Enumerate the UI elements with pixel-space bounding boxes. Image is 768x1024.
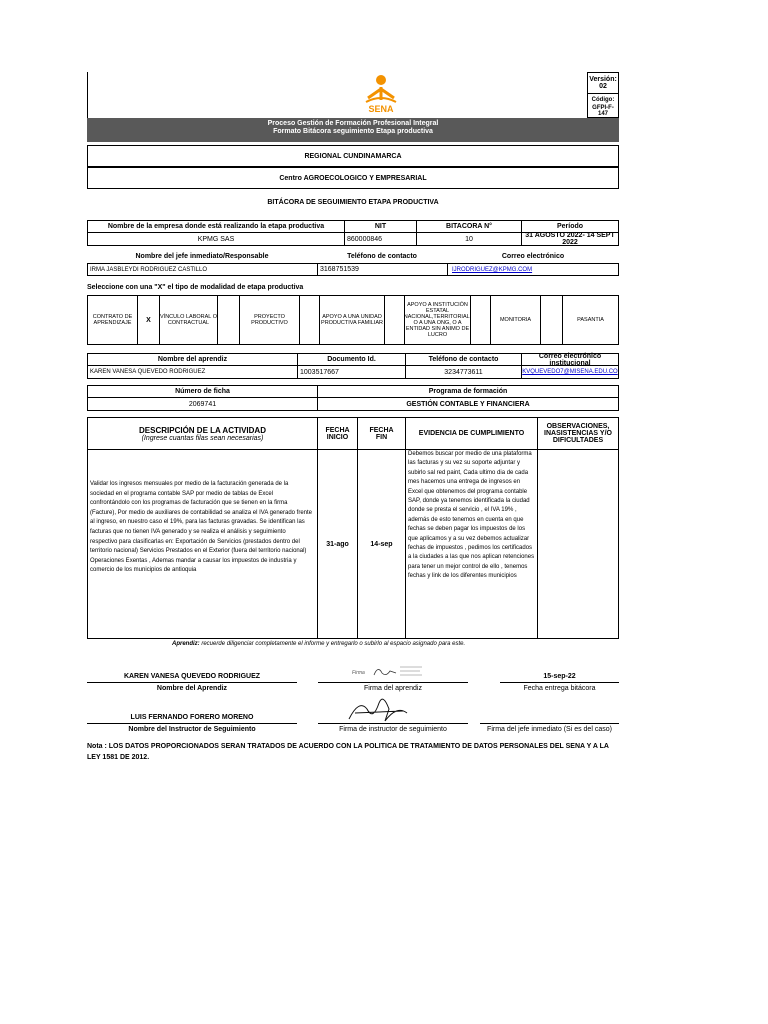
- apprentice-email-label: Correo electrónico institucional: [522, 354, 618, 366]
- modality-option-unidad: APOYO A UNA UNIDAD PRODUCTIVA FAMILIAR: [320, 296, 385, 344]
- boss-values-row: [87, 263, 619, 276]
- activity-evidence-header: EVIDENCIA DE CUMPLIMIENTO: [406, 418, 538, 450]
- instructor-signature-name: LUIS FERNANDO FORERO MORENO: [130, 713, 254, 721]
- modality-table: [87, 295, 619, 345]
- apprentice-sign-caption: Firma del aprendiz: [318, 682, 468, 694]
- format-title: Formato Bitácora seguimiento Etapa productiva: [273, 128, 433, 135]
- ficha-value: 2069741: [88, 398, 318, 410]
- boss-phone-value: 3168751539: [318, 264, 448, 275]
- modality-option-institucion: APOYO A INSTITUCIÓN ESTATAL NACIONAL,TERRITORIAL, O A UNA ONG, O A ENTIDAD SIN ANIMO DE LUCRO: [405, 296, 471, 344]
- bitacora-title: BITÁCORA DE SEGUIMIENTO ETAPA PRODUCTIVA: [267, 198, 439, 206]
- code-label: Código:: [591, 97, 615, 103]
- activity-obs-header: OBSERVACIONES, INASISTENCIAS Y/O DIFICULTADES: [538, 418, 618, 450]
- apprentice-signature-mark: [350, 663, 430, 681]
- apprentice-signature-name: KAREN VANESA QUEVEDO RODRIGUEZ: [123, 672, 261, 680]
- boss-email-link[interactable]: IJRODRIGUEZ@KPMG.COM: [452, 266, 533, 273]
- activity-desc-subtitle: (Ingrese cuantas filas sean necesarias): [141, 434, 264, 442]
- boss-name-value: IRMA JASBLEYDI RODRIGUEZ CASTILLO: [88, 264, 318, 275]
- activity-start-header: FECHA INICIO: [318, 418, 358, 450]
- modality-mark-unidad[interactable]: [385, 296, 405, 344]
- bitacora-number-value: 10: [417, 233, 522, 245]
- apprentice-signature-icon: [350, 663, 430, 681]
- sena-logo: [356, 74, 406, 118]
- process-title: Proceso Gestión de Formación Profesional Integral: [267, 120, 439, 127]
- aprendiz-note: [172, 641, 619, 651]
- apprentice-name-label: Nombre del aprendiz: [88, 354, 298, 366]
- modality-option-pasantia: PASANTIA: [577, 317, 604, 323]
- apprentice-doc-label: Documento Id.: [298, 354, 406, 366]
- aprendiz-note-label: Aprendiz:: [172, 641, 200, 647]
- program-value: GESTIÓN CONTABLE Y FINANCIERA: [406, 400, 530, 408]
- activity-description: Validar los ingresos mensuales por medio de la facturación generada de la sociedad en el programa contable SAP por medio de tablas de Excel confrontándolo con los programas de facturación que se tienen en la firma (Facture), Por medio de auxiliares de contabilidad se analiza el IVA generado frente al ingreso, en nuestro caso el 19%, para las facturas gravadas. Se identifican las facturas que no tienen IVA generado y se realiza el análisis y seguimiento respectivo para clasificarlas en: Exportación de Servicios (prestados dentro del territorio nacional) Servicios Prestados en el Exterior (fuera del territorio nacional) Operaciones Exentas , Ademas mandar a causar los impuestos de industria y comercio de los municipios de antioquia: [88, 450, 318, 638]
- activities-table: [87, 417, 619, 639]
- bitacora-number-label: BITACORA N°: [417, 221, 522, 233]
- activity-desc-header: [88, 418, 318, 450]
- apprentice-email-link[interactable]: KVQUEVEDO7@MISENA.EDU.CO: [522, 369, 618, 375]
- modality-instruction: Seleccione con una "X" el tipo de modalidad de etapa productiva: [87, 284, 304, 291]
- regional-row: REGIONAL CUNDINAMARCA: [87, 145, 619, 167]
- centro-row: Centro AGROECOLOGICO Y EMPRESARIAL: [87, 167, 619, 189]
- apprentice-phone-label: Teléfono de contacto: [406, 354, 522, 366]
- modality-mark-vinculo[interactable]: [218, 296, 240, 344]
- activity-row: [88, 450, 618, 638]
- modality-mark-monitoria[interactable]: [541, 296, 563, 344]
- program-label: Programa de formación: [318, 386, 618, 398]
- boss-sign-caption: Firma del jefe inmediato (Si es del caso): [480, 723, 619, 735]
- svg-text:Firma: Firma: [352, 670, 365, 676]
- modality-option-vinculo: VÍNCULO LABORAL O CONTRACTUAL: [160, 296, 218, 344]
- header-band: [87, 118, 619, 142]
- boss-email-label: Correo electrónico: [501, 252, 565, 260]
- apprentice-name-caption: Nombre del Aprendiz: [87, 682, 297, 694]
- program-table: [87, 385, 619, 411]
- modality-option-contrato: CONTRATO DE APRENDIZAJE: [88, 296, 138, 344]
- version-cell: Versión: 02: [587, 72, 619, 94]
- instructor-sign-caption: Firma de instructor de seguimiento: [318, 723, 468, 735]
- period-label: Período: [522, 221, 618, 233]
- modality-option-monitoria: MONITORIA: [491, 296, 541, 344]
- code-value: GFPI-F-147: [592, 105, 614, 117]
- delivery-date-caption: Fecha entrega bitácora: [500, 682, 619, 694]
- ficha-label: Número de ficha: [88, 386, 318, 398]
- activity-desc-title: DESCRIPCIÓN DE LA ACTIVIDAD: [139, 425, 266, 435]
- boss-phone-label: Teléfono de contacto: [347, 252, 417, 260]
- sena-logo-text: SENA: [368, 104, 394, 114]
- modality-mark-contrato[interactable]: X: [138, 296, 160, 344]
- company-name-value: KPMG SAS: [88, 233, 345, 245]
- nit-label: NIT: [345, 221, 417, 233]
- delivery-date: 15-sep-22: [543, 672, 576, 680]
- instructor-signature-icon: [345, 695, 415, 725]
- apprentice-table: [87, 353, 619, 379]
- boss-name-label: Nombre del jefe inmediato/Responsable: [135, 252, 269, 260]
- activity-start-date: 31-ago: [318, 450, 358, 638]
- aprendiz-note-text: recuerde diligenciar completamente el informe y entregarlo o subirlo al espacio asignado para este.: [201, 641, 466, 647]
- activity-end-header: FECHA FIN: [358, 418, 406, 450]
- activity-evidence: Debemos buscar por medio de una plataforma las facturas y su vez su soporte adjuntar y subirlo sal red paint, Cada ultimo dia de cada mes hacemos una entrega de ingresos en Excel que obtenemos del programa contable SAP, donde ya tenemos identificada la ciudad donde se presta el servicio , el IVA 19% , además de esto tenemos en cuenta en que fechas se deben pagar los impuestos de los que aplicamos y a su vez debemos actualizar fechas de impuestos , pedimos los certificados a la ciudades a las que nos aplican retenciones para tener un mejor control de ello , tenemos fechas y link de los diferentes municipios: [406, 450, 538, 638]
- company-table: [87, 220, 619, 246]
- company-name-label: Nombre de la empresa donde está realizando la etapa productiva: [88, 221, 345, 233]
- modality-mark-institucion[interactable]: [471, 296, 491, 344]
- nit-value: 860000846: [345, 233, 417, 245]
- apprentice-phone-value: 3234773611: [406, 366, 522, 378]
- apprentice-doc-value: 1003517667: [298, 366, 406, 378]
- modality-option-proyecto: PROYECTO PRODUCTIVO: [240, 296, 300, 344]
- instructor-name-caption: Nombre del Instructor de Seguimiento: [87, 723, 297, 735]
- header-frame: [87, 72, 619, 118]
- period-value: 31 AGOSTO 2022- 14 SEPT 2022: [525, 232, 615, 246]
- code-cell: [587, 93, 619, 118]
- apprentice-name-value: KAREN VANESA QUEVEDO RODRIGUEZ: [88, 366, 298, 378]
- activity-end-date: 14-sep: [358, 450, 406, 638]
- instructor-signature-mark: [345, 695, 415, 725]
- activity-observations: [538, 450, 618, 638]
- legal-note: Nota : LOS DATOS PROPORCIONADOS SERAN TRATADOS DE ACUERDO CON LA POLITICA DE TRATAMIENTO DE DATOS PERSONALES DEL SENA Y A LA LEY 1581 DE 2012.: [87, 743, 609, 761]
- modality-mark-proyecto[interactable]: [300, 296, 320, 344]
